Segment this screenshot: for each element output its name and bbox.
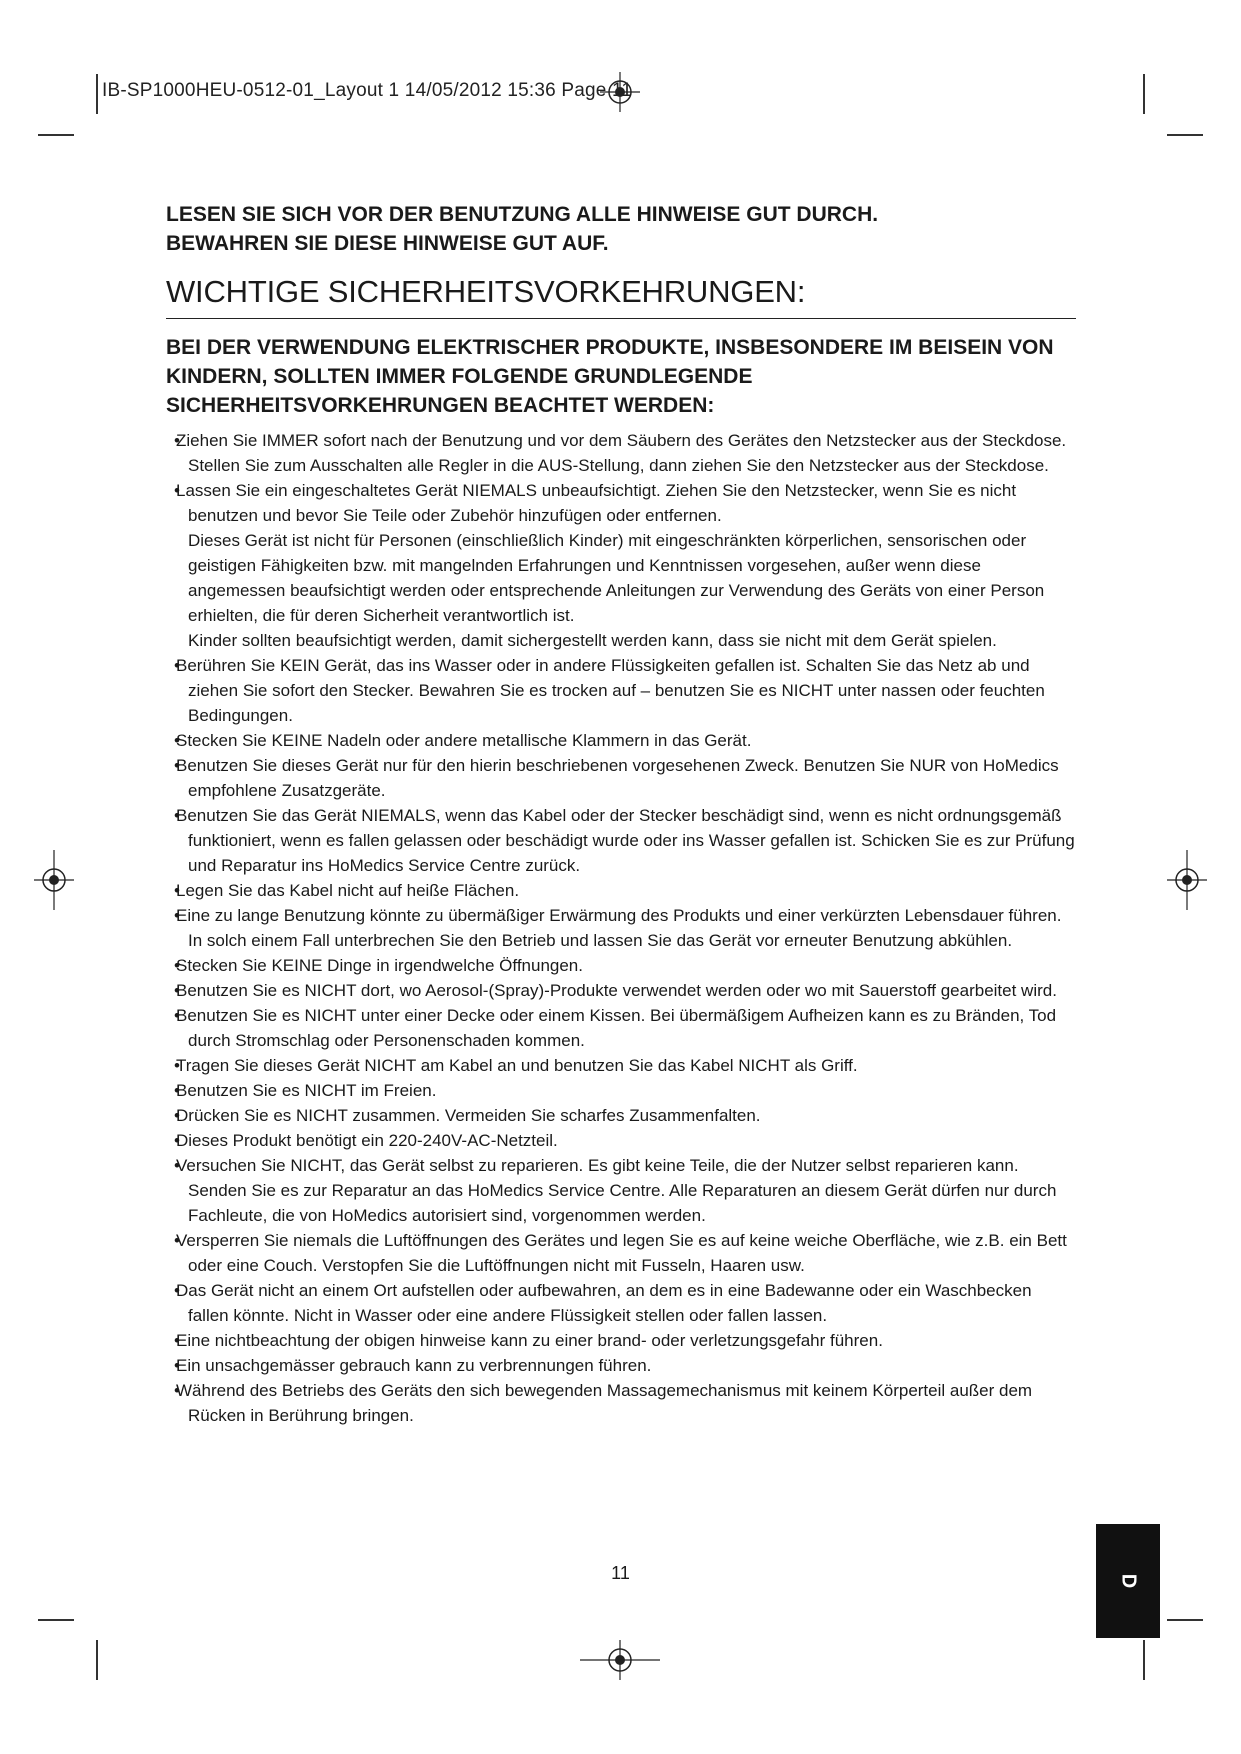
list-item: • Das Gerät nicht an einem Ort aufstellen oder aufbewahren, an dem es in eine Badewanne oder ein Waschbecken fallen könnte. Nicht in Wasser oder eine andere Flüssigkeit stellen oder fallen lassen.: [166, 1278, 1076, 1328]
registration-mark-icon: [1167, 850, 1207, 910]
list-item: • Drücken Sie es NICHT zusammen. Vermeiden Sie scharfes Zusammenfalten.: [166, 1103, 1076, 1128]
registration-mark-icon: [580, 1640, 660, 1680]
list-item: • Während des Betriebs des Geräts den sich bewegenden Massagemechanismus mit keinem Körperteil außer dem Rücken in Berührung bringen.: [166, 1378, 1076, 1428]
crop-mark: [38, 1619, 74, 1621]
list-item: • Ziehen Sie IMMER sofort nach der Benutzung und vor dem Säubern des Gerätes den Netzstecker aus der Steckdose. Stellen Sie zum Ausschalten alle Regler in die AUS-Stellung, dann ziehen Sie den Netzstecker aus der Steckdose.: [166, 428, 1076, 478]
list-item: • Stecken Sie KEINE Nadeln oder andere metallische Klammern in das Gerät.: [166, 728, 1076, 753]
list-item: • Benutzen Sie es NICHT im Freien.: [166, 1078, 1076, 1103]
list-item: • Eine zu lange Benutzung könnte zu übermäßiger Erwärmung des Produkts und einer verkürzten Lebensdauer führen. In solch einem Fall unterbrechen Sie den Betrieb und lassen Sie das Gerät vor erneuter Benutzung abkühlen.: [166, 903, 1076, 953]
print-slug: IB-SP1000HEU-0512-01_Layout 1 14/05/2012 15:36 Page 11: [102, 80, 633, 101]
list-item: • Tragen Sie dieses Gerät NICHT am Kabel an und benutzen Sie das Kabel NICHT als Griff.: [166, 1053, 1076, 1078]
rules-list: [166, 428, 1076, 1428]
list-item: • Dieses Produkt benötigt ein 220-240V-AC-Netzteil.: [166, 1128, 1076, 1153]
list-item-note: Kinder sollten beaufsichtigt werden, damit sichergestellt werden kann, dass sie nicht mit dem Gerät spielen.: [188, 631, 997, 650]
list-item: • Eine nichtbeachtung der obigen hinweise kann zu einer brand- oder verletzungsgefahr führen.: [166, 1328, 1076, 1353]
language-tab: [1096, 1524, 1160, 1638]
intro-line: BEWAHREN SIE DIESE HINWEISE GUT AUF.: [166, 232, 609, 255]
list-item: • Stecken Sie KEINE Dinge in irgendwelche Öffnungen.: [166, 953, 1076, 978]
list-item-note: Dieses Gerät ist nicht für Personen (einschließlich Kinder) mit eingeschränkten körperlichen, sensorischen oder geistigen Fähigkeiten bzw. mit mangelnden Erfahrungen und Kenntnissen vorgesehen, außer wenn diese angemessen beaufsichtigt werden oder entsprechende Anleitungen zur Verwendung des Geräts von einer Person erhielten, die für deren Sicherheit verantwortlich ist.: [188, 531, 1045, 625]
intro-notice: [166, 200, 1076, 258]
registration-mark-icon: [34, 850, 74, 910]
list-item: • Benutzen Sie dieses Gerät nur für den hierin beschriebenen vorgesehenen Zweck. Benutzen Sie NUR von HoMedics empfohlene Zusatzgeräte.: [166, 753, 1076, 803]
language-tab-label: D: [1117, 1573, 1140, 1589]
list-item: • Lassen Sie ein eingeschaltetes Gerät NIEMALS unbeaufsichtigt. Ziehen Sie den Netzstecker, wenn Sie es nicht benutzen und bevor Sie Teile oder Zubehör hinzufügen oder entfernen. Dieses Gerät ist nicht für Personen (einschließlich Kinder) mit eingeschränkten körperlichen, sensorischen oder geistigen Fähigkeiten bzw. mit mangelnden Erfahrungen und Kenntnissen vorgesehen, außer wenn diese angemessen beaufsichtigt werden oder entsprechende Anleitungen zur Verwendung des Geräts von einer Person erhielten, die für deren Sicherheit verantwortlich ist. Kinder sollten beaufsichtigt werden, damit sichergestellt werden kann, dass sie nicht mit dem Gerät spielen.: [166, 478, 1076, 653]
list-item: • Ein unsachgemässer gebrauch kann zu verbrennungen führen.: [166, 1353, 1076, 1378]
intro-line: LESEN SIE SICH VOR DER BENUTZUNG ALLE HINWEISE GUT DURCH.: [166, 203, 879, 226]
list-item: • Versperren Sie niemals die Luftöffnungen des Gerätes und legen Sie es auf keine weiche Oberfläche, wie z.B. ein Bett oder eine Couch. Verstopfen Sie die Luftöffnungen nicht mit Fusseln, Haaren usw.: [166, 1228, 1076, 1278]
page-number: 11: [611, 1563, 630, 1583]
list-item: • Legen Sie das Kabel nicht auf heiße Flächen.: [166, 878, 1076, 903]
list-item: • Benutzen Sie es NICHT dort, wo Aerosol-(Spray)-Produkte verwendet werden oder wo mit Sauerstoff gearbeitet wird.: [166, 978, 1076, 1003]
list-item: • Benutzen Sie es NICHT unter einer Decke oder einem Kissen. Bei übermäßigem Aufheizen kann es zu Bränden, Tod durch Stromschlag oder Personenschaden kommen.: [166, 1003, 1076, 1053]
crop-mark: [1167, 134, 1203, 136]
crop-mark: [1143, 1640, 1145, 1680]
list-item: • Berühren Sie KEIN Gerät, das ins Wasser oder in andere Flüssigkeiten gefallen ist. Schalten Sie das Netz ab und ziehen Sie sofort den Stecker. Bewahren Sie es trocken auf – benutzen Sie es NICHT unter nassen oder feuchten Bedingungen.: [166, 653, 1076, 728]
crop-mark: [38, 134, 74, 136]
crop-mark: [1167, 1619, 1203, 1621]
crop-mark: [1143, 74, 1145, 114]
section-subheading: BEI DER VERWENDUNG ELEKTRISCHER PRODUKTE, INSBESONDERE IM BEISEIN VON KINDERN, SOLLTEN IMMER FOLGENDE GRUNDLEGENDE SICHERHEITSVORKEHRUNGEN BEACHTET WERDEN:: [166, 336, 1054, 417]
crop-mark: [96, 1640, 98, 1680]
crop-mark: [96, 74, 98, 114]
safety-instructions: [166, 200, 1076, 1428]
list-item: • Benutzen Sie das Gerät NIEMALS, wenn das Kabel oder der Stecker beschädigt sind, wenn es nicht ordnungsgemäß funktioniert, wenn es fallen gelassen oder beschädigt wurde oder ins Wasser gefallen ist. Schicken Sie es zur Prüfung und Reparatur ins HoMedics Service Centre zurück.: [166, 803, 1076, 878]
list-item: • Versuchen Sie NICHT, das Gerät selbst zu reparieren. Es gibt keine Teile, die der Nutzer selbst reparieren kann. Senden Sie es zur Reparatur an das HoMedics Service Centre. Alle Reparaturen an diesem Gerät dürfen nur durch Fachleute, die von HoMedics autorisiert sind, vorgenommen werden.: [166, 1153, 1076, 1228]
page-title: WICHTIGE SICHERHEITSVORKEHRUNGEN:: [166, 272, 1076, 319]
